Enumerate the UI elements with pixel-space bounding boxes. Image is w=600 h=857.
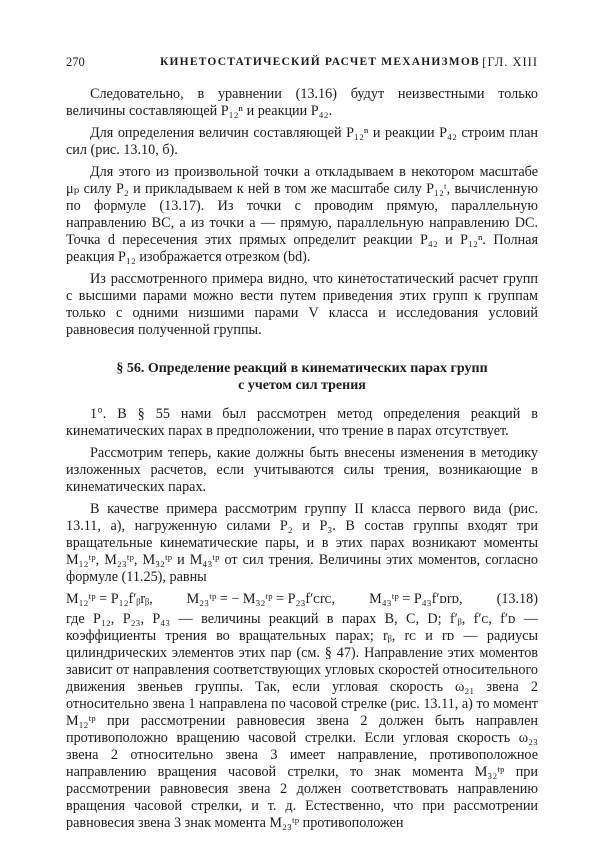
formula-part-1: M₁₂ᵗᵖ = P₁₂f′ᵦrᵦ, xyxy=(66,591,153,607)
equation-13-18 xyxy=(66,591,538,608)
paragraph: Для этого из произвольной точки a откладываем в некотором масштабе μₚ силу P₂ и прикладываем к ней в том же масштабе силу P₁₂ᵗ, вычисленную по формуле (13.17). Из точки c проводим прямую, параллельную направлению BC, а из точки a — прямую, параллельную направлению DC. Точка d пересечения этих прямых определит реакции P₄₂ и P₁₂ⁿ. Полная реакция P₁₂ изображается отрезком (bd). xyxy=(66,164,538,265)
paragraph: где P₁₂, P₂₃, P₄₃ — величины реакций в парах B, C, D; f′ᵦ, f′ᴄ, f′ᴅ — коэффициенты трения во вращательных парах; rᵦ, rᴄ и rᴅ — радиусы цилиндрических элементов этих пар (см. § 47). Направление этих моментов зависит от направления соответствующих угловых скоростей относительного движения звеньев группы. Так, если угловая скорость ω₂₁ звена 2 относительно звена 1 направлена по часовой стрелке (рис. 13.11, а) то момент M₁₂ᵗᵖ при рассмотрении равновесия звена 2 должен быть направлен противоположно вращению часовой стрелки. Если угловая скорость ω₂₃ звена 2 относительно звена 3 имеет направление, противоположное направлению вращения часовой стрелки, то знак момента M₃₂ᵗᵖ при рассмотрении равновесия звена 2 должен соответствовать направлению вращения часовой стрелки, и т. д. Естественно, что при рассмотрении равновесия звена 3 знак момента M₂₃ᵗᵖ противоположен xyxy=(66,611,538,831)
page-body xyxy=(66,86,538,837)
section-heading-line-1: § 56. Определение реакций в кинематических парах групп xyxy=(116,361,488,376)
section-heading xyxy=(66,360,538,394)
equation-number: (13.18) xyxy=(496,591,538,607)
chapter-label: [ГЛ. XIII xyxy=(482,55,538,69)
page-number: 270 xyxy=(66,55,85,69)
section-heading-line-2: с учетом сил трения xyxy=(238,378,366,393)
paragraph: В качестве примера рассмотрим группу II класса первого вида (рис. 13.11, а), нагруженную силами P₂ и P₃. В состав группы входят три вращательные кинематические пары, и в этих парах возникают моменты M₁₂ᵗᵖ, M₂₃ᵗᵖ, M₃₂ᵗᵖ и M₄₃ᵗᵖ от сил трения. Величины этих моментов, согласно формуле (11.25), равны xyxy=(66,501,538,585)
formula-part-3: M₄₃ᵗᵖ = P₄₃f′ᴅrᴅ, xyxy=(369,591,463,607)
running-title: КИНЕТОСТАТИЧЕСКИЙ РАСЧЕТ МЕХАНИЗМОВ xyxy=(160,56,480,68)
paragraph: Для определения величин составляющей P₁₂ⁿ и реакции P₄₂ строим план сил (рис. 13.10, б). xyxy=(66,125,538,158)
paragraph: 1°. В § 55 нами был рассмотрен метод определения реакций в кинематических парах в предположении, что трение в парах отсутствует. xyxy=(66,406,538,439)
paragraph: Рассмотрим теперь, какие должны быть внесены изменения в методику изложенных расчетов, если учитываются силы трения, возникающие в кинематических парах. xyxy=(66,445,538,495)
paragraph: Следовательно, в уравнении (13.16) будут неизвестными только величины составляющей P₁₂ⁿ и реакции P₄₂. xyxy=(66,86,538,119)
formula-part-2: M₂₃ᵗᵖ = − M₃₂ᵗᵖ = P₂₃f′ᴄrᴄ, xyxy=(186,591,336,607)
paragraph: Из рассмотренного примера видно, что кинетостатический расчет групп с высшими парами можно вести путем приведения этих групп к группам только с одними низшими парами V класса и исследования условий равновесия полученной группы. xyxy=(66,271,538,338)
